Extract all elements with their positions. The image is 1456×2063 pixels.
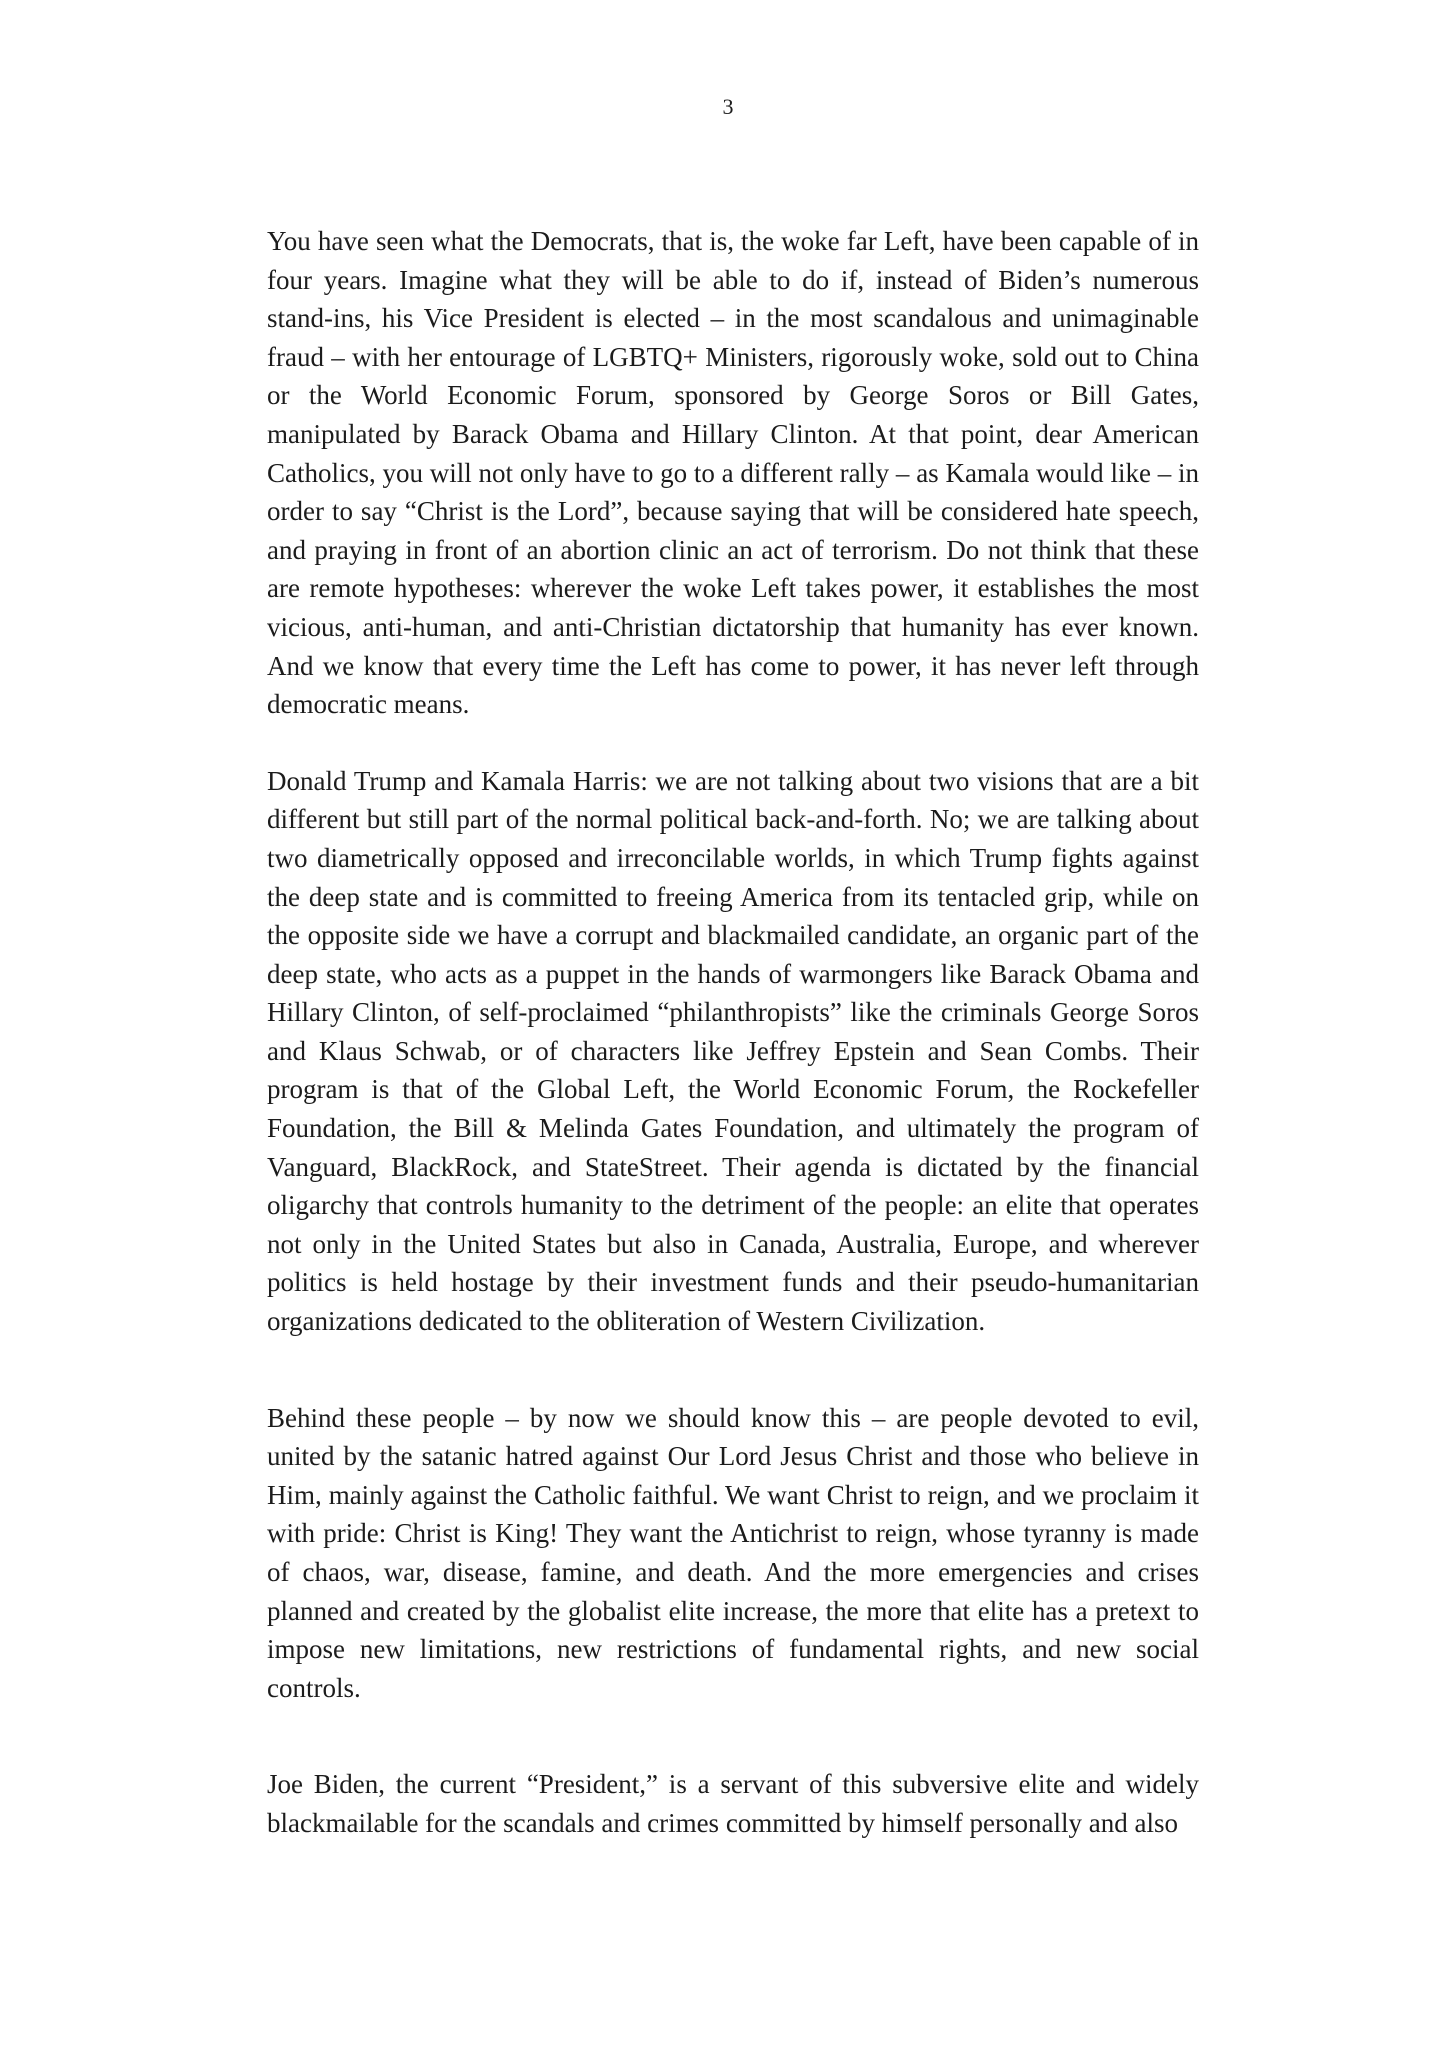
paragraph-1: You have seen what the Democrats, that is, the woke far Left, have been capable of in four years. Imagine what they will be able to do if, instead of Biden’s numerous stand-ins, his Vice President is elected – in the most scandalous and unimaginable fraud – with her entourage of LGBTQ+ Ministers, rigorously woke, sold out to China or the World Economic Forum, sponsored by George Soros or Bill Gates, manipulated by Barack Obama and Hillary Clinton. At that point, dear American Catholics, you will not only have to go to a different rally – as Kamala would like – in order to say “Christ is the Lord”, because saying that will be considered hate speech, and praying in front of an abortion clinic an act of terrorism. Do not think that these are remote hypotheses: wherever the woke Left takes power, it establishes the most vicious, anti-human, and anti-Christian dictatorship that humanity has ever known. And we know that every time the Left has come to power, it has never left through democratic means. <box>267 226 1199 720</box>
document-body <box>267 222 1199 1843</box>
paragraph-2: Donald Trump and Kamala Harris: we are not talking about two visions that are a bit different but still part of the normal political back-and-forth. No; we are talking about two diametrically opposed and irreconcilable worlds, in which Trump fights against the deep state and is committed to freeing America from its tentacled grip, while on the opposite side we have a corrupt and blackmailed candidate, an organic part of the deep state, who acts as a puppet in the hands of warmongers like Barack Obama and Hillary Clinton, of self-proclaimed “philanthropists” like the criminals George Soros and Klaus Schwab, or of characters like Jeffrey Epstein and Sean Combs. Their program is that of the Global Left, the World Economic Forum, the Rockefeller Foundation, the Bill & Melinda Gates Foundation, and ultimately the program of Vanguard, BlackRock, and StateStreet. Their agenda is dictated by the financial oligarchy that controls humanity to the detriment of the people: an elite that operates not only in the United States but also in Canada, Australia, Europe, and wherever politics is held hostage by their investment funds and their pseudo-humanitarian organizations dedicated to the obliteration of Western Civilization. <box>267 765 1199 1337</box>
paragraph-3: Behind these people – by now we should know this – are people devoted to evil, united by the satanic hatred against Our Lord Jesus Christ and those who believe in Him, mainly against the Catholic faithful. We want Christ to reign, and we proclaim it with pride: Christ is King! They want the Antichrist to reign, whose tyranny is made of chaos, war, disease, famine, and death. And the more emergencies and crises planned and created by the globalist elite increase, the more that elite has a pretext to impose new limitations, new restrictions of fundamental rights, and new social controls. <box>267 1402 1199 1703</box>
paragraph-4: Joe Biden, the current “President,” is a servant of this subversive elite and widely blackmailable for the scandals and crimes committed by himself personally and also <box>267 1769 1199 1838</box>
page-number: 3 <box>722 94 734 119</box>
